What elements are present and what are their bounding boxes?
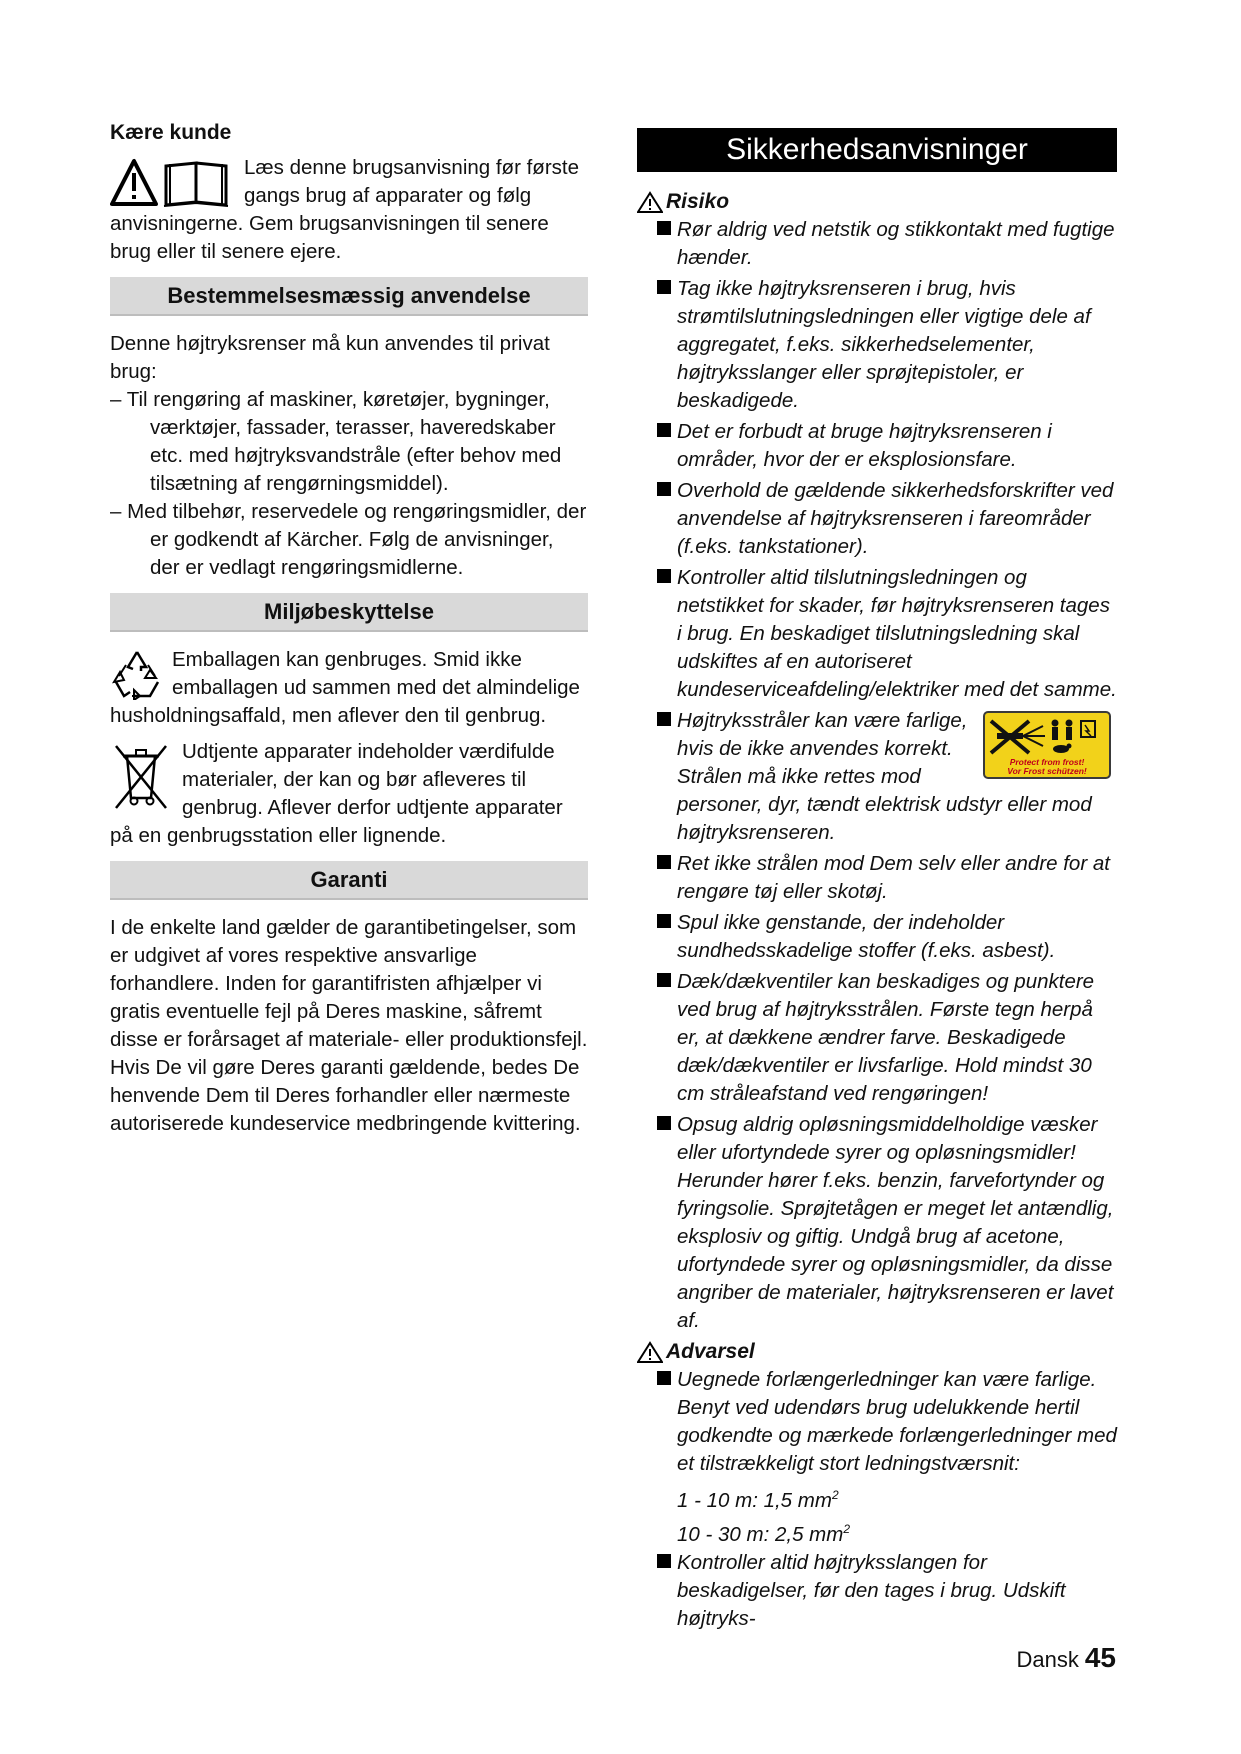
list-item: Protect from frost! Vor Frost schützen! Højtryksstråler kan være farlige, hvis de ikke anvendes korrekt. Strålen må ikke rettes mod personer, dyr, tændt elektrisk udstyr eller mod højtryksrenseren. bbox=[637, 707, 1117, 847]
cable-spec: 1 - 10 m: 1,5 $mm^2$ bbox=[677, 1488, 839, 1512]
salutation: Kære kunde bbox=[110, 121, 232, 144]
footer-language: Dansk bbox=[1016, 1647, 1079, 1672]
list-item: Dæk/dækventiler kan beskadiges og punktere ved brug af højtryksstrålen. Første tegn herpå er, at dækkene ændrer farve. Beskadigede dæk/dækventiler er livsfarlige. Hold mindst 30 cm stråleafstand ved rengøringen! bbox=[637, 968, 1117, 1108]
right-column bbox=[637, 128, 1117, 1636]
warranty-text: I de enkelte land gælder de garantibetingelser, som er udgivet af vores respektive ansvarlige forhandlere. Inden for garantifristen afhjælper vi gratis eventuelle fejl på Deres maskine, såfremt disse er forårsaget af materiale- eller produktionsfejl. Hvis De vil gøre Deres garanti gældende, bedes De henvende Dem til Deres forhandler eller nærmeste autoriserede kundeservice medbringende kvittering. bbox=[110, 916, 588, 1135]
read-manual-warning-icon bbox=[110, 158, 234, 208]
left-column bbox=[110, 120, 588, 1138]
section-heading-warranty: Garanti bbox=[110, 861, 588, 900]
warning-icon bbox=[637, 191, 663, 213]
list-item: Tag ikke højtryksrenseren i brug, hvis strømtilslutningsledningen eller vigtige dele af aggregatet, f.eks. sikkerhedselementer, højtryksslanger eller sprøjtepistoler, er beskadigede. bbox=[637, 275, 1117, 415]
packaging-text: Emballagen kan genbruges. Smid ikke emballagen ud sammen med det almindelige husholdningsaffald, men aflever den til genbrug. bbox=[110, 648, 580, 727]
bullet-icon bbox=[657, 914, 671, 928]
bullet-icon bbox=[657, 569, 671, 583]
intended-use-text: Denne højtryksrenser må kun anvendes til privat brug: bbox=[110, 332, 550, 383]
list-item: – Med tilbehør, reservedele og rengøringsmidler, der er godkendt af Kärcher. Følg de anvisninger, der er vedlagt rengøringsmidlerne. bbox=[110, 500, 587, 579]
bullet-icon bbox=[657, 1371, 671, 1385]
risk-label-text: Risiko bbox=[666, 190, 730, 213]
list-item: Uegnede forlængerledninger kan være farlige. Benyt ved udendørs brug udelukkende hertil godkendte og mærkede forlængerledninger med et tilstrækkeligt stort ledningstværsnit: bbox=[637, 1366, 1117, 1478]
list-item: Det er forbudt at bruge højtryksrenseren i områder, hvor der er eksplosionsfare. bbox=[637, 418, 1117, 474]
list-item: Opsug aldrig opløsningsmiddelholdige væsker eller ufortyndede syrer og opløsningsmidler! Herunder hører f.eks. benzin, farvefortynder og fyringsolie. Sprøjtetågen er meget let antændlig, eksplosiv og giftig. Undgå brug af acetone, ufortyndede syrer og opløsningsmidler, da disse angriber de materialer, højtryksrenseren er lavet af. bbox=[637, 1111, 1117, 1335]
intro-text: Læs denne brugsanvisning før første gangs brug af apparater og følg anvisningerne. Gem brugsanvisningen til senere brug eller til senere ejere. bbox=[110, 156, 579, 263]
packaging-block bbox=[110, 646, 588, 730]
risk-label bbox=[637, 188, 1117, 216]
warning-label-text: Advarsel bbox=[666, 1340, 755, 1363]
bullet-icon bbox=[657, 1116, 671, 1130]
section-heading-intended-use: Bestemmelsesmæssig anvendelse bbox=[110, 277, 588, 316]
list-item: Ret ikke strålen mod Dem selv eller andre for at rengøre tøj eller skotøj. bbox=[637, 850, 1117, 906]
bullet-icon bbox=[657, 1554, 671, 1568]
weee-block bbox=[110, 738, 588, 850]
list-item: Overhold de gældende sikkerhedsforskrifter ved anvendelse af højtryksrenseren i fareområder (f.eks. tankstationer). bbox=[637, 477, 1117, 561]
recycle-icon bbox=[110, 648, 164, 700]
crossed-out-bin-icon bbox=[110, 742, 172, 810]
list-item: Rør aldrig ved netstik og stikkontakt med fugtige hænder. bbox=[637, 216, 1117, 272]
weee-text: Udtjente apparater indeholder værdifulde materialer, der kan og bør afleveres til genbrug. Aflever derfor udtjente apparater på en genbrugsstation eller lignende. bbox=[110, 740, 563, 847]
frost-sign-line-2: Vor Frost schützen! bbox=[1007, 766, 1087, 776]
cable-spec: 10 - 30 m: 2,5 $mm^2$ bbox=[677, 1521, 851, 1546]
list-item: Kontroller altid tilslutningsledningen og netstikket for skader, før højtryksrenseren tages i brug. En beskadiget tilslutningsledning skal udskiftes af en autoriseret kundeserviceafdeling/elektriker med det samme. bbox=[637, 564, 1117, 704]
bullet-icon bbox=[657, 973, 671, 987]
warning-label bbox=[637, 1338, 1117, 1366]
list-item: Spul ikke genstande, der indeholder sundhedsskadelige stoffer (f.eks. asbest). bbox=[637, 909, 1117, 965]
warning-icon bbox=[637, 1341, 663, 1363]
list-item: – Til rengøring af maskiner, køretøjer, bygninger, værktøjer, fassader, terasser, haveredskaber etc. med højtryksvandstråle (efter behov med tilsætning af rengørningsmiddel). bbox=[110, 388, 562, 495]
bullet-icon bbox=[657, 712, 671, 726]
bullet-icon bbox=[657, 280, 671, 294]
intro-block bbox=[110, 154, 588, 266]
page-number: 45 bbox=[1084, 1642, 1116, 1673]
bullet-icon bbox=[657, 482, 671, 496]
page-title: Sikkerhedsanvisninger bbox=[637, 128, 1117, 172]
page-footer bbox=[1000, 1642, 1116, 1674]
frost-sign-line-1: Protect from frost! bbox=[1009, 757, 1085, 767]
bullet-icon bbox=[657, 855, 671, 869]
bullet-icon bbox=[657, 423, 671, 437]
frost-warning-sign bbox=[983, 711, 1111, 779]
bullet-icon bbox=[657, 221, 671, 235]
section-heading-environment: Miljøbeskyttelse bbox=[110, 593, 588, 632]
list-item: Kontroller altid højtryksslangen for beskadigelser, før den tages i brug. Udskift højtryks- bbox=[637, 1549, 1117, 1633]
